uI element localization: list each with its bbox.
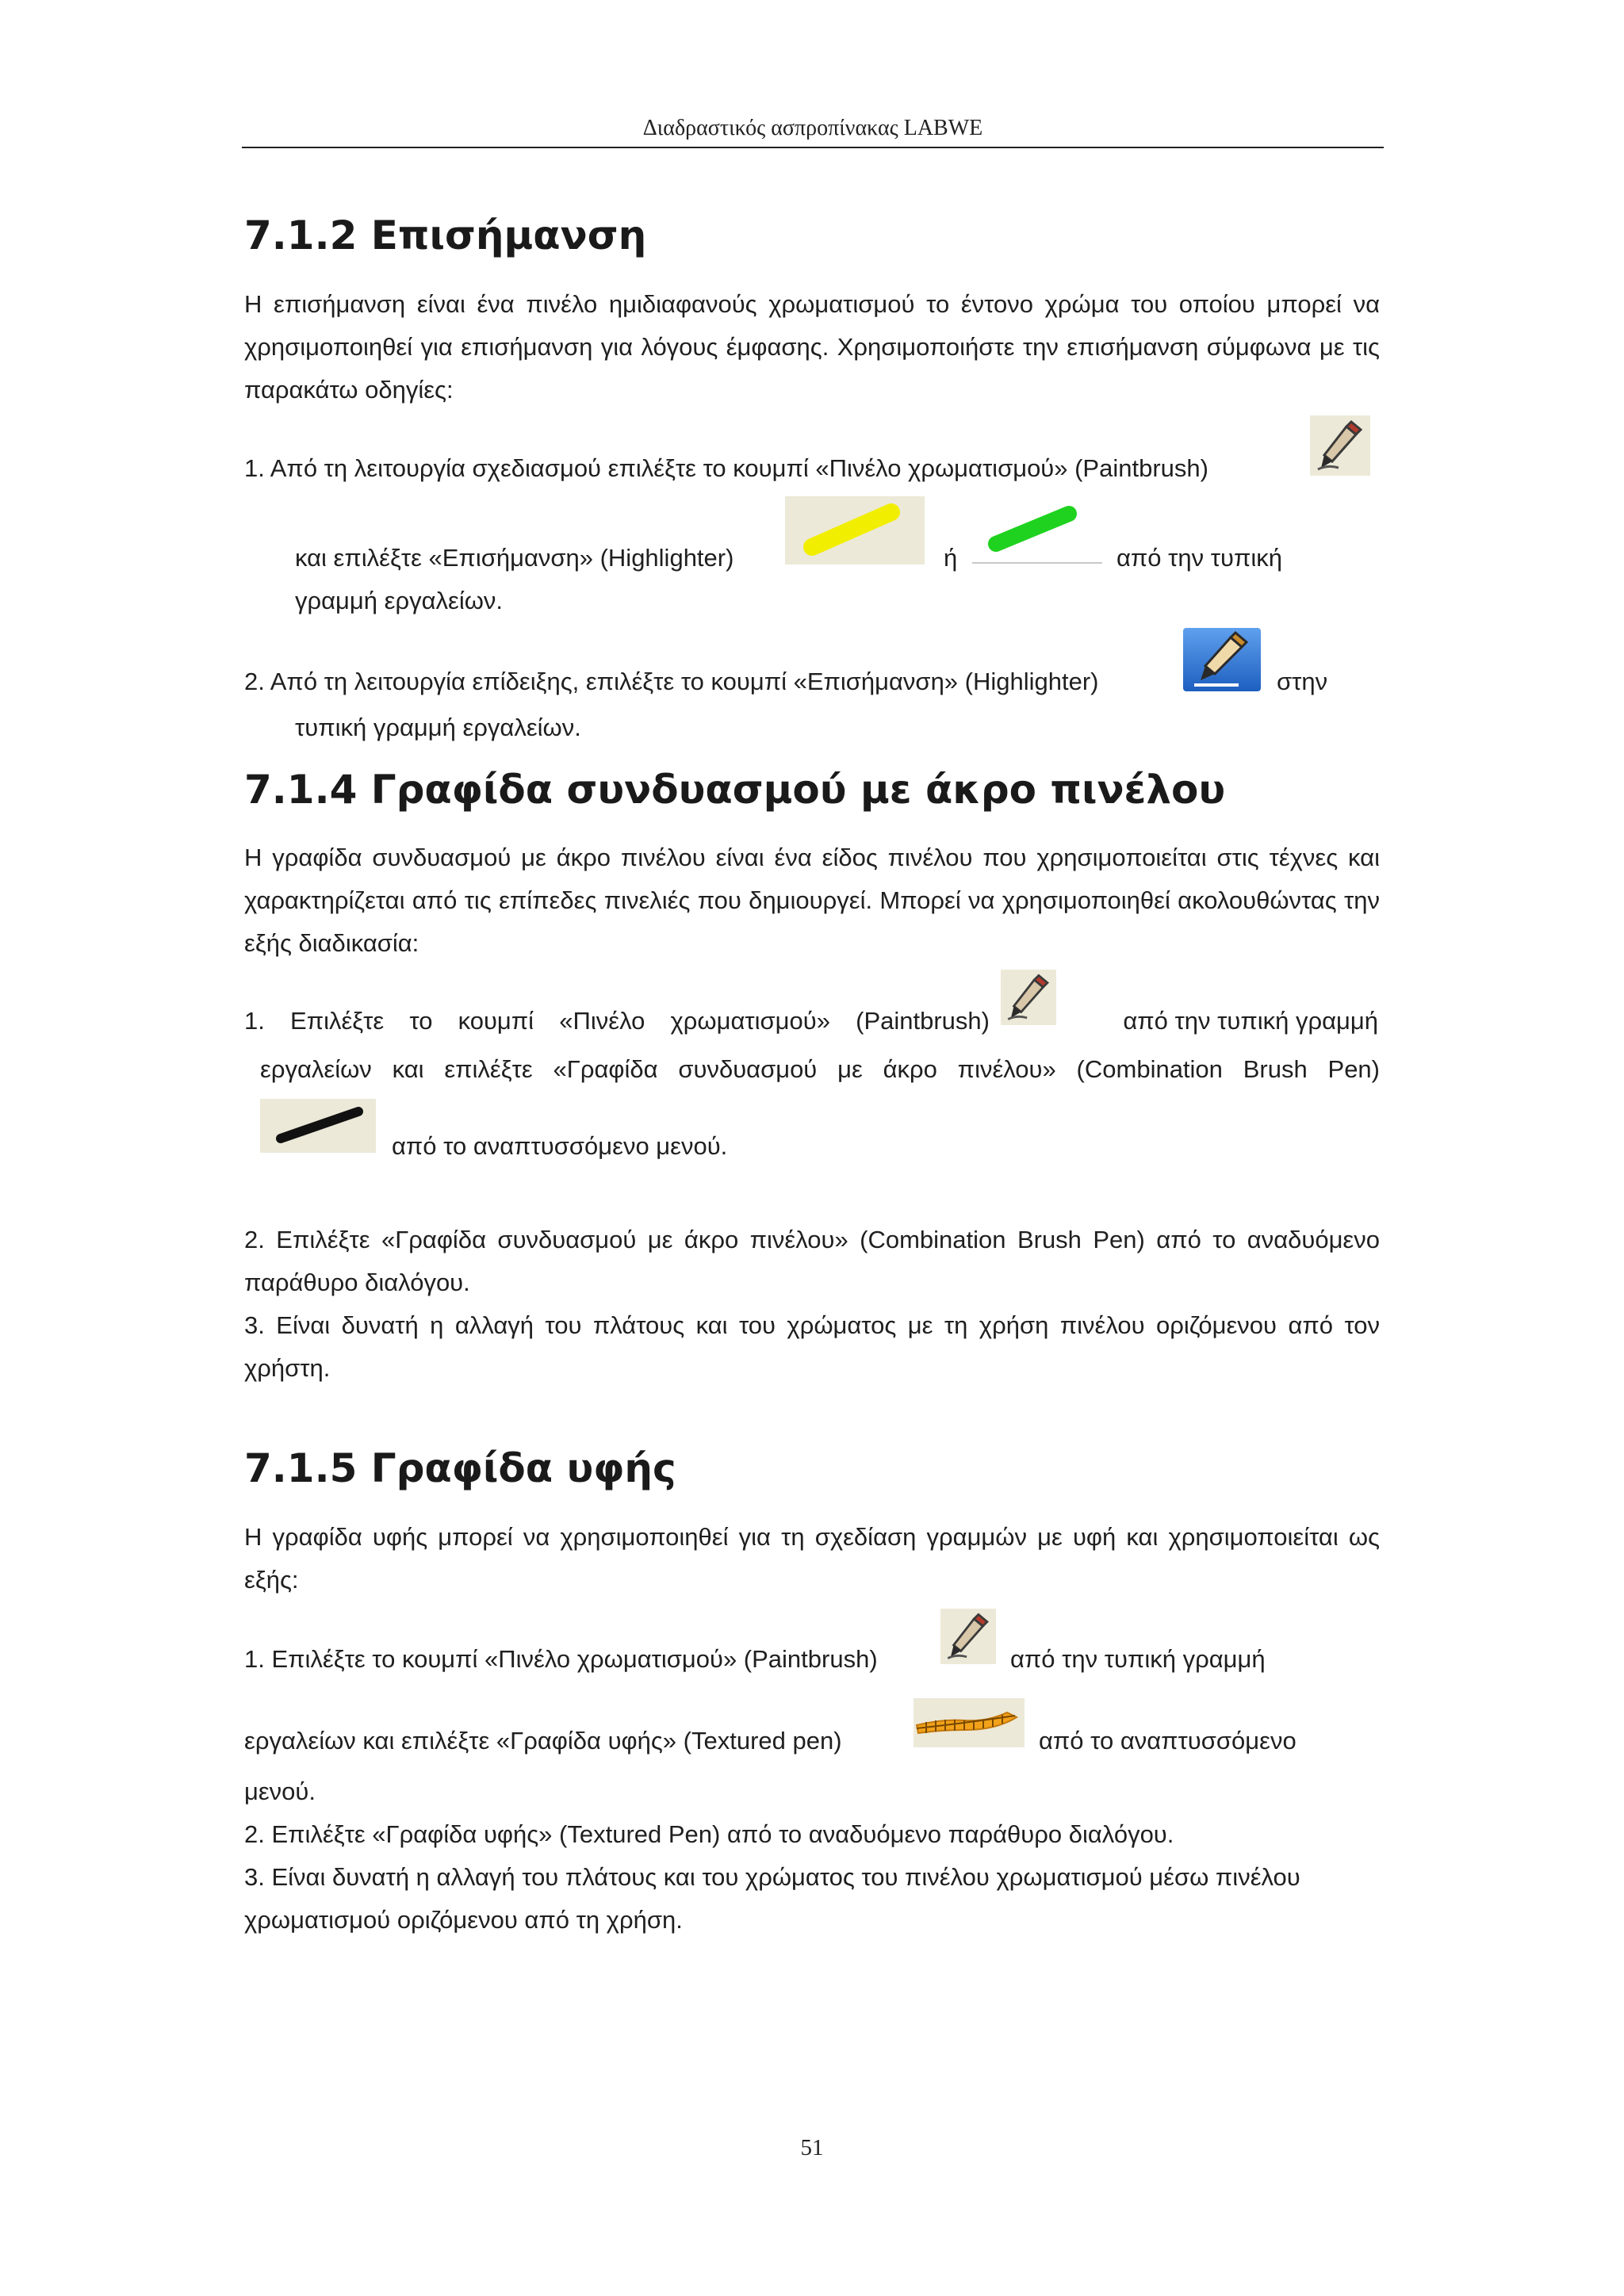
yellow-highlighter-icon: [785, 496, 925, 564]
header-rule: [242, 147, 1384, 148]
section-heading-7-1-2: 7.1.2 Επισήμανση: [244, 212, 647, 258]
presentation-highlighter-icon: [1183, 628, 1261, 691]
step-2-toolbar-text-7-1-2: τυπική γραμμή εργαλείων.: [295, 714, 581, 741]
step-2-text-7-1-4: 2. Επιλέξτε «Γραφίδα συνδυασμού με άκρο πινέλου» (Combination Brush Pen) από το αναδυόμενο παράθυρο διαλόγου.: [244, 1226, 1380, 1296]
section-intro-7-1-2: Η επισήμανση είναι ένα πινέλο ημιδιαφανούς χρωματισμού το έντονο χρώμα του οποίου μπορεί να χρησιμοποιηθεί για επισήμανση για λόγους έμφασης. Χρησιμοποιήστε την επισήμανση σύμφωνα με τις παρακάτω οδηγίες:: [244, 290, 1380, 404]
step-1-textured-text-7-1-5: εργαλείων και επιλέξτε «Γραφίδα υφής» (Textured pen): [244, 1727, 842, 1755]
step-3-text-7-1-4: 3. Είναι δυνατή η αλλαγή του πλάτους και του χρώματος με τη χρήση πινέλου οριζόμενου από τον χρήστη.: [244, 1311, 1380, 1382]
step-2-text-7-1-2: 2. Από τη λειτουργία επίδειξης, επιλέξτε το κουμπί «Επισήμανση» (Highlighter): [244, 668, 1099, 695]
running-header: Διαδραστικός ασπροπίνακας LABWE: [642, 116, 983, 140]
step-1-combination-text-7-1-4: εργαλείων και επιλέξτε «Γραφίδα συνδυασμού με άκρο πινέλου» (Combination Brush Pen): [260, 1055, 1380, 1083]
from-toolbar-text-7-1-5: από την τυπική γραμμή: [1010, 1645, 1266, 1673]
section-heading-7-1-5: 7.1.5 Γραφίδα υφής: [244, 1445, 676, 1491]
textured-pen-icon: [914, 1698, 1025, 1747]
paintbrush-icon: [1310, 415, 1370, 476]
step-1-text-7-1-5: 1. Επιλέξτε το κουμπί «Πινέλο χρωματισμού» (Paintbrush): [244, 1645, 878, 1673]
dropdown-text-7-1-4: από το αναπτυσσόμενο μενού.: [392, 1132, 728, 1160]
step-2-text-7-1-5: 2. Επιλέξτε «Γραφίδα υφής» (Textured Pen) από το αναδυόμενο παράθυρο διαλόγου.: [244, 1820, 1174, 1848]
from-toolbar-text-7-1-2: από την τυπική: [1116, 544, 1282, 572]
or-text: ή: [944, 544, 958, 572]
section-heading-7-1-4: 7.1.4 Γραφίδα συνδυασμού με άκρο πινέλου: [244, 767, 1226, 813]
step-1-text-7-1-4: 1. Επιλέξτε το κουμπί «Πινέλο χρωματισμού» (Paintbrush): [244, 1007, 990, 1035]
toolbar-line-text-7-1-2: γραμμή εργαλείων.: [295, 587, 504, 614]
menu-text-7-1-5: μενού.: [244, 1777, 316, 1805]
from-toolbar-text-7-1-4: από την τυπική γραμμή: [1123, 1007, 1378, 1035]
green-highlighter-icon: [972, 496, 1102, 564]
step-3-text-7-1-5: 3. Είναι δυνατή η αλλαγή του πλάτους και του χρώματος του πινέλου χρωματισμού μέσω πινέλου χρωματισμού οριζόμενου από τη χρήση.: [244, 1863, 1300, 1934]
section-intro-7-1-5: Η γραφίδα υφής μπορεί να χρησιμοποιηθεί για τη σχεδίαση γραμμών με υφή και χρησιμοποιείται ως εξής:: [244, 1523, 1380, 1594]
dropdown-text-7-1-5: από το αναπτυσσόμενο: [1039, 1727, 1297, 1755]
section-intro-7-1-4: Η γραφίδα συνδυασμού με άκρο πινέλου είναι ένα είδος πινέλου που χρησιμοποιείται στις τέχνες και χαρακτηρίζεται από τις επίπεδες πινελιές που δημιουργεί. Μπορεί να χρησιμοποιηθεί ακολουθώντας την εξής διαδικασία:: [244, 844, 1380, 957]
step-1-text-7-1-2: 1. Από τη λειτουργία σχεδιασμού επιλέξτε το κουμπί «Πινέλο χρωματισμού» (Paintbrush): [244, 454, 1208, 482]
page-number: 51: [800, 2135, 824, 2160]
combination-brush-pen-icon: [260, 1099, 376, 1153]
step-1-highlighter-text-7-1-2: και επιλέξτε «Επισήμανση» (Highlighter): [295, 544, 734, 572]
paintbrush-icon: [1001, 969, 1056, 1026]
paintbrush-icon: [940, 1608, 996, 1665]
step-2-suffix-text-7-1-2: στην: [1277, 668, 1328, 695]
